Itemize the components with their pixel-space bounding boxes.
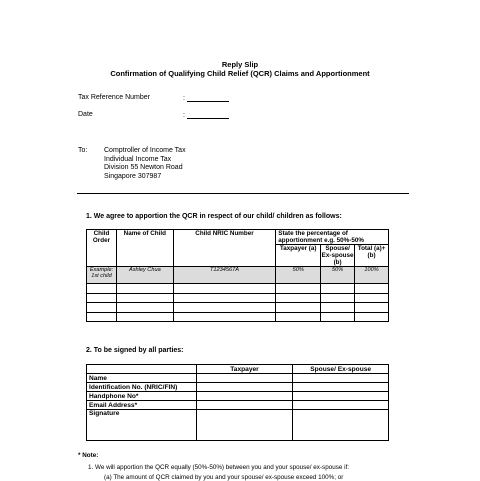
table-cell[interactable]: [87, 293, 117, 303]
taxpayer-id-cell[interactable]: [196, 383, 293, 392]
table-cell[interactable]: [355, 293, 389, 303]
table-cell[interactable]: [116, 293, 173, 303]
spouse-email-cell[interactable]: [293, 401, 389, 410]
section1-heading: 1. We agree to apportion the QCR in respect of our child/ children as follows:: [86, 213, 342, 220]
document-subtitle: Confirmation of Qualifying Child Relief (QCR) Claims and Apportionment: [110, 69, 370, 78]
table-cell[interactable]: [87, 312, 117, 322]
tax-ref-blank[interactable]: [187, 94, 229, 102]
table-cell[interactable]: [321, 312, 355, 322]
taxpayer-signature-cell[interactable]: [196, 410, 293, 441]
header-col-spouse: Spouse/ Ex-spouse: [293, 365, 389, 374]
table-cell[interactable]: [321, 284, 355, 294]
date-label: Date: [78, 111, 93, 118]
colon: :: [183, 95, 185, 102]
header-spouse: Spouse/ Ex-spouse (b): [321, 245, 354, 266]
table-cell[interactable]: [276, 312, 321, 322]
table-cell[interactable]: [355, 312, 389, 322]
table-row[interactable]: [87, 312, 389, 322]
note-item-1: 1. We will apportion the QCR equally (50%-50%) between you and your spouse/ ex-spouse if:: [88, 464, 349, 471]
header-child-order: Child Order: [87, 230, 117, 267]
table-row[interactable]: [87, 284, 389, 294]
note-item-1a: (a) The amount of QCR claimed by you and your spouse/ ex-spouse exceed 100%; or: [104, 474, 344, 481]
table-row[interactable]: [87, 293, 389, 303]
spouse-id-cell[interactable]: [293, 383, 389, 392]
table-cell[interactable]: [355, 303, 389, 313]
date-field[interactable]: [183, 111, 229, 119]
table-cell[interactable]: [276, 293, 321, 303]
example-row: [87, 267, 389, 284]
table-cell[interactable]: [87, 303, 117, 313]
header-state-percentage: State the percentage of apportionment e.g. 50%-50%: [276, 230, 389, 245]
taxpayer-name-cell[interactable]: [196, 374, 293, 383]
example-spouse: 50%: [321, 267, 355, 284]
example-name: Ashley Chua: [116, 267, 173, 284]
document-title: Reply Slip: [221, 60, 259, 69]
example-nric: T1234567A: [173, 267, 276, 284]
to-address: [104, 147, 186, 181]
table-cell[interactable]: [173, 284, 276, 294]
row-label-signature: Signature: [87, 410, 197, 441]
table-cell[interactable]: [321, 293, 355, 303]
row-label-email: Email Address*: [87, 401, 197, 410]
table-cell[interactable]: [87, 284, 117, 294]
signatures-table: [86, 364, 389, 441]
spouse-signature-cell[interactable]: [293, 410, 389, 441]
table-cell[interactable]: [173, 293, 276, 303]
header-blank: [87, 365, 197, 374]
address-line: Division 55 Newton Road: [104, 164, 183, 171]
table-cell[interactable]: [116, 303, 173, 313]
tax-ref-label: Tax Reference Number: [78, 94, 150, 101]
note-heading: * Note:: [78, 452, 99, 459]
row-label-phone: Handphone No*: [87, 392, 197, 401]
spouse-name-cell[interactable]: [293, 374, 389, 383]
table-cell[interactable]: [355, 284, 389, 294]
tax-ref-field[interactable]: [183, 94, 229, 102]
table-cell[interactable]: [116, 284, 173, 294]
divider: [77, 193, 409, 194]
table-cell[interactable]: [321, 303, 355, 313]
example-order: Example: 1st child: [87, 267, 117, 284]
header-total: Total (a)+(b): [355, 245, 389, 267]
header-name-of-child: Name of Child: [116, 230, 173, 267]
table-cell[interactable]: [173, 303, 276, 313]
section2-heading: 2. To be signed by all parties:: [86, 347, 184, 354]
taxpayer-email-cell[interactable]: [196, 401, 293, 410]
table-cell[interactable]: [276, 303, 321, 313]
header-taxpayer: Taxpayer (a): [276, 245, 321, 267]
address-line: Individual Income Tax: [104, 155, 172, 163]
date-blank[interactable]: [187, 111, 229, 119]
to-label: To:: [78, 147, 88, 154]
header-nric: Child NRIC Number: [173, 230, 276, 267]
colon: :: [183, 112, 185, 119]
apportionment-table: [86, 229, 389, 322]
spouse-phone-cell[interactable]: [293, 392, 389, 401]
header-col-taxpayer: Taxpayer: [196, 365, 293, 374]
table-cell[interactable]: [173, 312, 276, 322]
table-cell[interactable]: [116, 312, 173, 322]
table-row[interactable]: [87, 303, 389, 313]
table-cell[interactable]: [276, 284, 321, 294]
address-line: Comptroller of Income Tax: [104, 147, 186, 154]
example-total: 100%: [355, 267, 389, 284]
row-label-id: Identification No. (NRIC/FIN): [87, 383, 197, 392]
address-line: Singapore 307987: [104, 172, 162, 180]
example-taxpayer: 50%: [276, 267, 321, 284]
row-label-name: Name: [87, 374, 197, 383]
taxpayer-phone-cell[interactable]: [196, 392, 293, 401]
